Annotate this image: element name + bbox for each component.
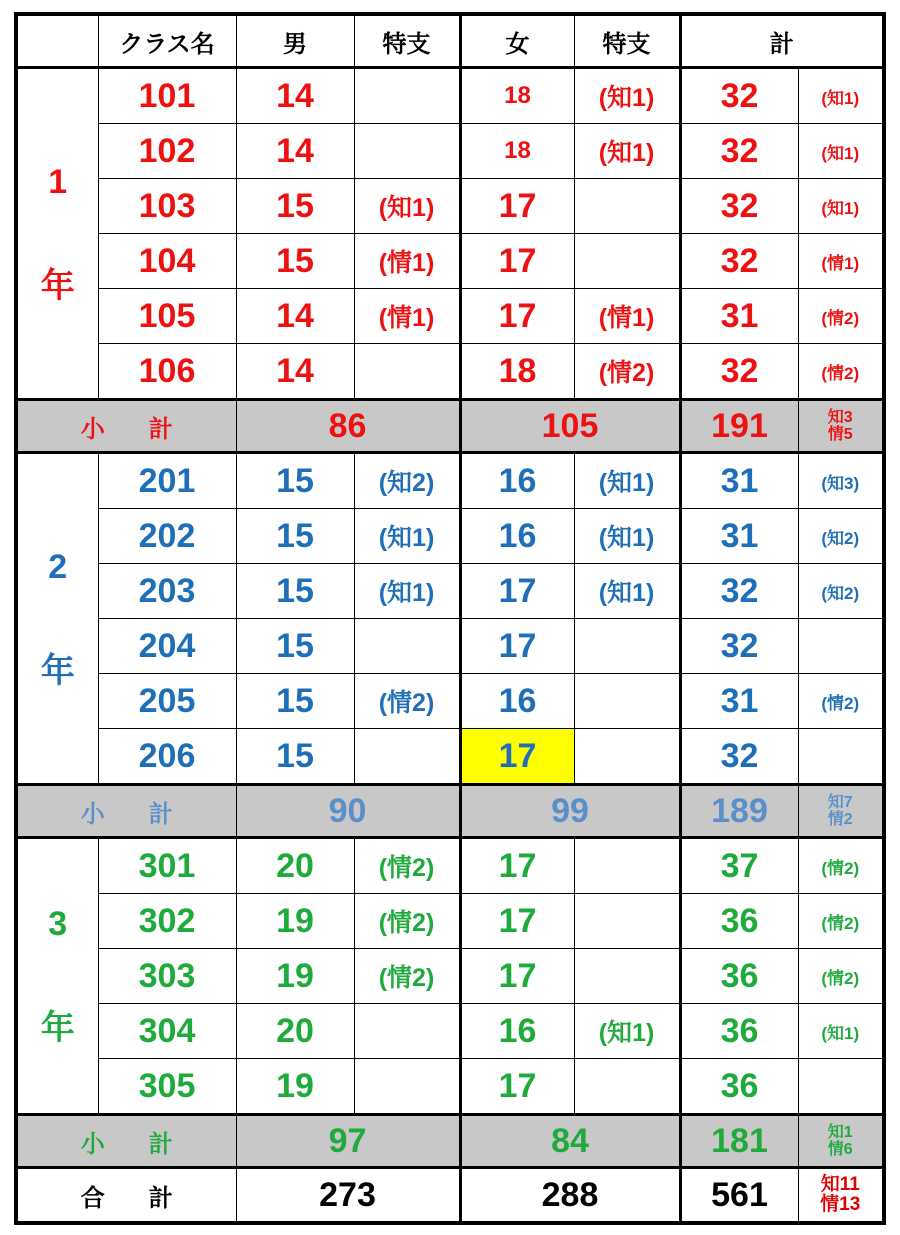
table-row	[16, 729, 884, 785]
grand-total-female: 288	[460, 1168, 680, 1224]
female-special-cell	[574, 234, 680, 289]
subtotal-note-2: 情6	[827, 1141, 853, 1158]
male-count-cell: 15	[236, 564, 354, 619]
total-special-cell	[798, 729, 884, 785]
subtotal-row	[16, 400, 884, 453]
male-special-cell: (知1)	[354, 179, 460, 234]
class-name-cell: 301	[98, 838, 236, 894]
table-row	[16, 949, 884, 1004]
subtotal-total: 189	[680, 785, 798, 838]
male-count-cell: 14	[236, 344, 354, 400]
female-count-cell: 18	[460, 344, 574, 400]
subtotal-male: 90	[236, 785, 460, 838]
male-special-cell: (知1)	[354, 509, 460, 564]
class-name-cell: 104	[98, 234, 236, 289]
female-special-cell	[574, 838, 680, 894]
total-count-cell: 31	[680, 289, 798, 344]
female-special-cell: (知1)	[574, 68, 680, 124]
female-special-cell	[574, 729, 680, 785]
grand-total-male: 273	[236, 1168, 460, 1224]
total-count-cell: 32	[680, 179, 798, 234]
total-special-cell: (知2)	[798, 509, 884, 564]
subtotal-label-a: 小	[80, 800, 105, 828]
class-name-cell: 103	[98, 179, 236, 234]
male-special-cell: (情1)	[354, 234, 460, 289]
grand-total-note-1: 知11	[820, 1174, 860, 1195]
male-special-cell: (情2)	[354, 949, 460, 1004]
male-special-cell	[354, 1059, 460, 1115]
subtotal-label-b: 計	[148, 415, 173, 443]
grade-suffix: 年	[40, 651, 75, 690]
class-name-cell: 206	[98, 729, 236, 785]
class-name-cell: 305	[98, 1059, 236, 1115]
female-special-cell	[574, 949, 680, 1004]
male-special-cell: (情1)	[354, 289, 460, 344]
female-count-cell: 16	[460, 1004, 574, 1059]
total-special-cell: (情2)	[798, 894, 884, 949]
female-count-cell: 17	[460, 729, 574, 785]
subtotal-note	[798, 785, 884, 838]
subtotal-female: 105	[460, 400, 680, 453]
table-row	[16, 894, 884, 949]
male-special-cell: (情2)	[354, 894, 460, 949]
total-count-cell: 36	[680, 1004, 798, 1059]
male-count-cell: 14	[236, 68, 354, 124]
table-row	[16, 674, 884, 729]
subtotal-label-b: 計	[148, 1130, 173, 1158]
male-special-cell: (情2)	[354, 674, 460, 729]
header-row	[16, 14, 884, 68]
grade-suffix: 年	[40, 1009, 75, 1047]
table-row	[16, 564, 884, 619]
total-special-cell: (知1)	[798, 124, 884, 179]
male-special-cell	[354, 124, 460, 179]
header-blank	[16, 14, 98, 68]
female-special-cell	[574, 894, 680, 949]
table-row	[16, 179, 884, 234]
total-count-cell: 31	[680, 453, 798, 509]
grand-total-total: 561	[680, 1168, 798, 1224]
male-count-cell: 14	[236, 124, 354, 179]
table-row	[16, 838, 884, 894]
class-enrollment-table	[14, 12, 886, 1225]
total-special-cell: (知1)	[798, 1004, 884, 1059]
header-male: 男	[236, 14, 354, 68]
male-special-cell	[354, 619, 460, 674]
class-name-cell: 106	[98, 344, 236, 400]
female-special-cell	[574, 179, 680, 234]
female-special-cell: (知1)	[574, 509, 680, 564]
grade-number: 1	[48, 162, 68, 201]
female-count-cell: 18	[460, 68, 574, 124]
subtotal-female: 84	[460, 1115, 680, 1168]
class-name-cell: 201	[98, 453, 236, 509]
subtotal-label-a: 小	[80, 1130, 105, 1158]
table-row	[16, 344, 884, 400]
subtotal-female: 99	[460, 785, 680, 838]
female-count-cell: 17	[460, 838, 574, 894]
male-count-cell: 15	[236, 509, 354, 564]
class-name-cell: 204	[98, 619, 236, 674]
total-special-cell	[798, 1059, 884, 1115]
grand-total-label	[16, 1168, 236, 1224]
female-count-cell: 17	[460, 234, 574, 289]
class-name-cell: 203	[98, 564, 236, 619]
subtotal-male: 86	[236, 400, 460, 453]
total-special-cell: (情2)	[798, 344, 884, 400]
subtotal-note-1: 知1	[827, 1124, 853, 1141]
grade-suffix: 年	[40, 266, 75, 305]
male-count-cell: 15	[236, 234, 354, 289]
header-total: 計	[680, 14, 884, 68]
total-count-cell: 36	[680, 1059, 798, 1115]
female-count-cell: 16	[460, 509, 574, 564]
male-count-cell: 19	[236, 894, 354, 949]
grade-number: 2	[48, 547, 68, 586]
class-name-cell: 102	[98, 124, 236, 179]
female-special-cell	[574, 674, 680, 729]
grand-total-note	[798, 1168, 884, 1224]
female-count-cell: 16	[460, 453, 574, 509]
subtotal-note	[798, 1115, 884, 1168]
female-count-cell: 17	[460, 289, 574, 344]
total-special-cell: (知1)	[798, 179, 884, 234]
total-count-cell: 32	[680, 619, 798, 674]
grand-total-row	[16, 1168, 884, 1224]
subtotal-label-b: 計	[148, 800, 173, 828]
subtotal-note-1: 知7	[827, 794, 853, 811]
subtotal-note	[798, 400, 884, 453]
class-name-cell: 101	[98, 68, 236, 124]
subtotal-total: 181	[680, 1115, 798, 1168]
male-special-cell	[354, 344, 460, 400]
female-count-cell: 17	[460, 179, 574, 234]
table-row	[16, 1059, 884, 1115]
total-special-cell: (情2)	[798, 949, 884, 1004]
grand-total-label-b: 計	[148, 1184, 173, 1212]
total-count-cell: 31	[680, 509, 798, 564]
table-row	[16, 68, 884, 124]
class-name-cell: 304	[98, 1004, 236, 1059]
total-special-cell: (情1)	[798, 234, 884, 289]
total-special-cell: (情2)	[798, 289, 884, 344]
grand-total-label-a: 合	[80, 1184, 105, 1212]
total-special-cell: (知3)	[798, 453, 884, 509]
subtotal-label-a: 小	[80, 415, 105, 443]
total-count-cell: 32	[680, 564, 798, 619]
female-special-cell: (知1)	[574, 124, 680, 179]
grade-number: 3	[48, 905, 68, 943]
female-special-cell	[574, 1059, 680, 1115]
total-special-cell: (情2)	[798, 838, 884, 894]
male-count-cell: 15	[236, 729, 354, 785]
female-count-cell: 18	[460, 124, 574, 179]
table-row	[16, 619, 884, 674]
class-name-cell: 205	[98, 674, 236, 729]
male-count-cell: 15	[236, 179, 354, 234]
female-special-cell: (情1)	[574, 289, 680, 344]
female-count-cell: 17	[460, 949, 574, 1004]
female-special-cell: (知1)	[574, 1004, 680, 1059]
subtotal-male: 97	[236, 1115, 460, 1168]
table-row	[16, 1004, 884, 1059]
female-special-cell: (情2)	[574, 344, 680, 400]
male-count-cell: 20	[236, 838, 354, 894]
total-count-cell: 36	[680, 949, 798, 1004]
grade-label	[16, 838, 98, 1115]
total-count-cell: 31	[680, 674, 798, 729]
total-count-cell: 37	[680, 838, 798, 894]
total-count-cell: 32	[680, 124, 798, 179]
total-special-cell: (知1)	[798, 68, 884, 124]
female-count-cell: 17	[460, 1059, 574, 1115]
class-name-cell: 202	[98, 509, 236, 564]
total-count-cell: 32	[680, 234, 798, 289]
class-name-cell: 303	[98, 949, 236, 1004]
subtotal-label	[16, 1115, 236, 1168]
male-count-cell: 19	[236, 949, 354, 1004]
female-special-cell	[574, 619, 680, 674]
header-class-name: クラス名	[98, 14, 236, 68]
total-count-cell: 36	[680, 894, 798, 949]
table-row	[16, 124, 884, 179]
total-count-cell: 32	[680, 344, 798, 400]
male-special-cell: (知1)	[354, 564, 460, 619]
female-count-cell: 17	[460, 564, 574, 619]
total-special-cell: (情2)	[798, 674, 884, 729]
header-special-male: 特支	[354, 14, 460, 68]
class-name-cell: 105	[98, 289, 236, 344]
subtotal-total: 191	[680, 400, 798, 453]
total-special-cell: (知2)	[798, 564, 884, 619]
total-special-cell	[798, 619, 884, 674]
table-row	[16, 453, 884, 509]
female-special-cell: (知1)	[574, 564, 680, 619]
class-name-cell: 302	[98, 894, 236, 949]
subtotal-note-2: 情5	[827, 426, 853, 443]
male-count-cell: 15	[236, 674, 354, 729]
male-special-cell	[354, 729, 460, 785]
table-row	[16, 234, 884, 289]
female-special-cell: (知1)	[574, 453, 680, 509]
grand-total-note-2: 情13	[820, 1194, 861, 1215]
header-female: 女	[460, 14, 574, 68]
male-special-cell: (情2)	[354, 838, 460, 894]
male-count-cell: 20	[236, 1004, 354, 1059]
subtotal-row	[16, 785, 884, 838]
grade-label	[16, 453, 98, 785]
female-count-cell: 16	[460, 674, 574, 729]
subtotal-label	[16, 785, 236, 838]
subtotal-row	[16, 1115, 884, 1168]
female-count-cell: 17	[460, 619, 574, 674]
male-count-cell: 14	[236, 289, 354, 344]
subtotal-label	[16, 400, 236, 453]
subtotal-note-2: 情2	[827, 811, 853, 828]
male-count-cell: 15	[236, 453, 354, 509]
total-count-cell: 32	[680, 68, 798, 124]
table-row	[16, 509, 884, 564]
grade-label	[16, 68, 98, 400]
female-count-cell: 17	[460, 894, 574, 949]
table-row	[16, 289, 884, 344]
male-count-cell: 19	[236, 1059, 354, 1115]
male-special-cell	[354, 1004, 460, 1059]
male-count-cell: 15	[236, 619, 354, 674]
total-count-cell: 32	[680, 729, 798, 785]
header-special-female: 特支	[574, 14, 680, 68]
male-special-cell: (知2)	[354, 453, 460, 509]
subtotal-note-1: 知3	[827, 409, 853, 426]
male-special-cell	[354, 68, 460, 124]
